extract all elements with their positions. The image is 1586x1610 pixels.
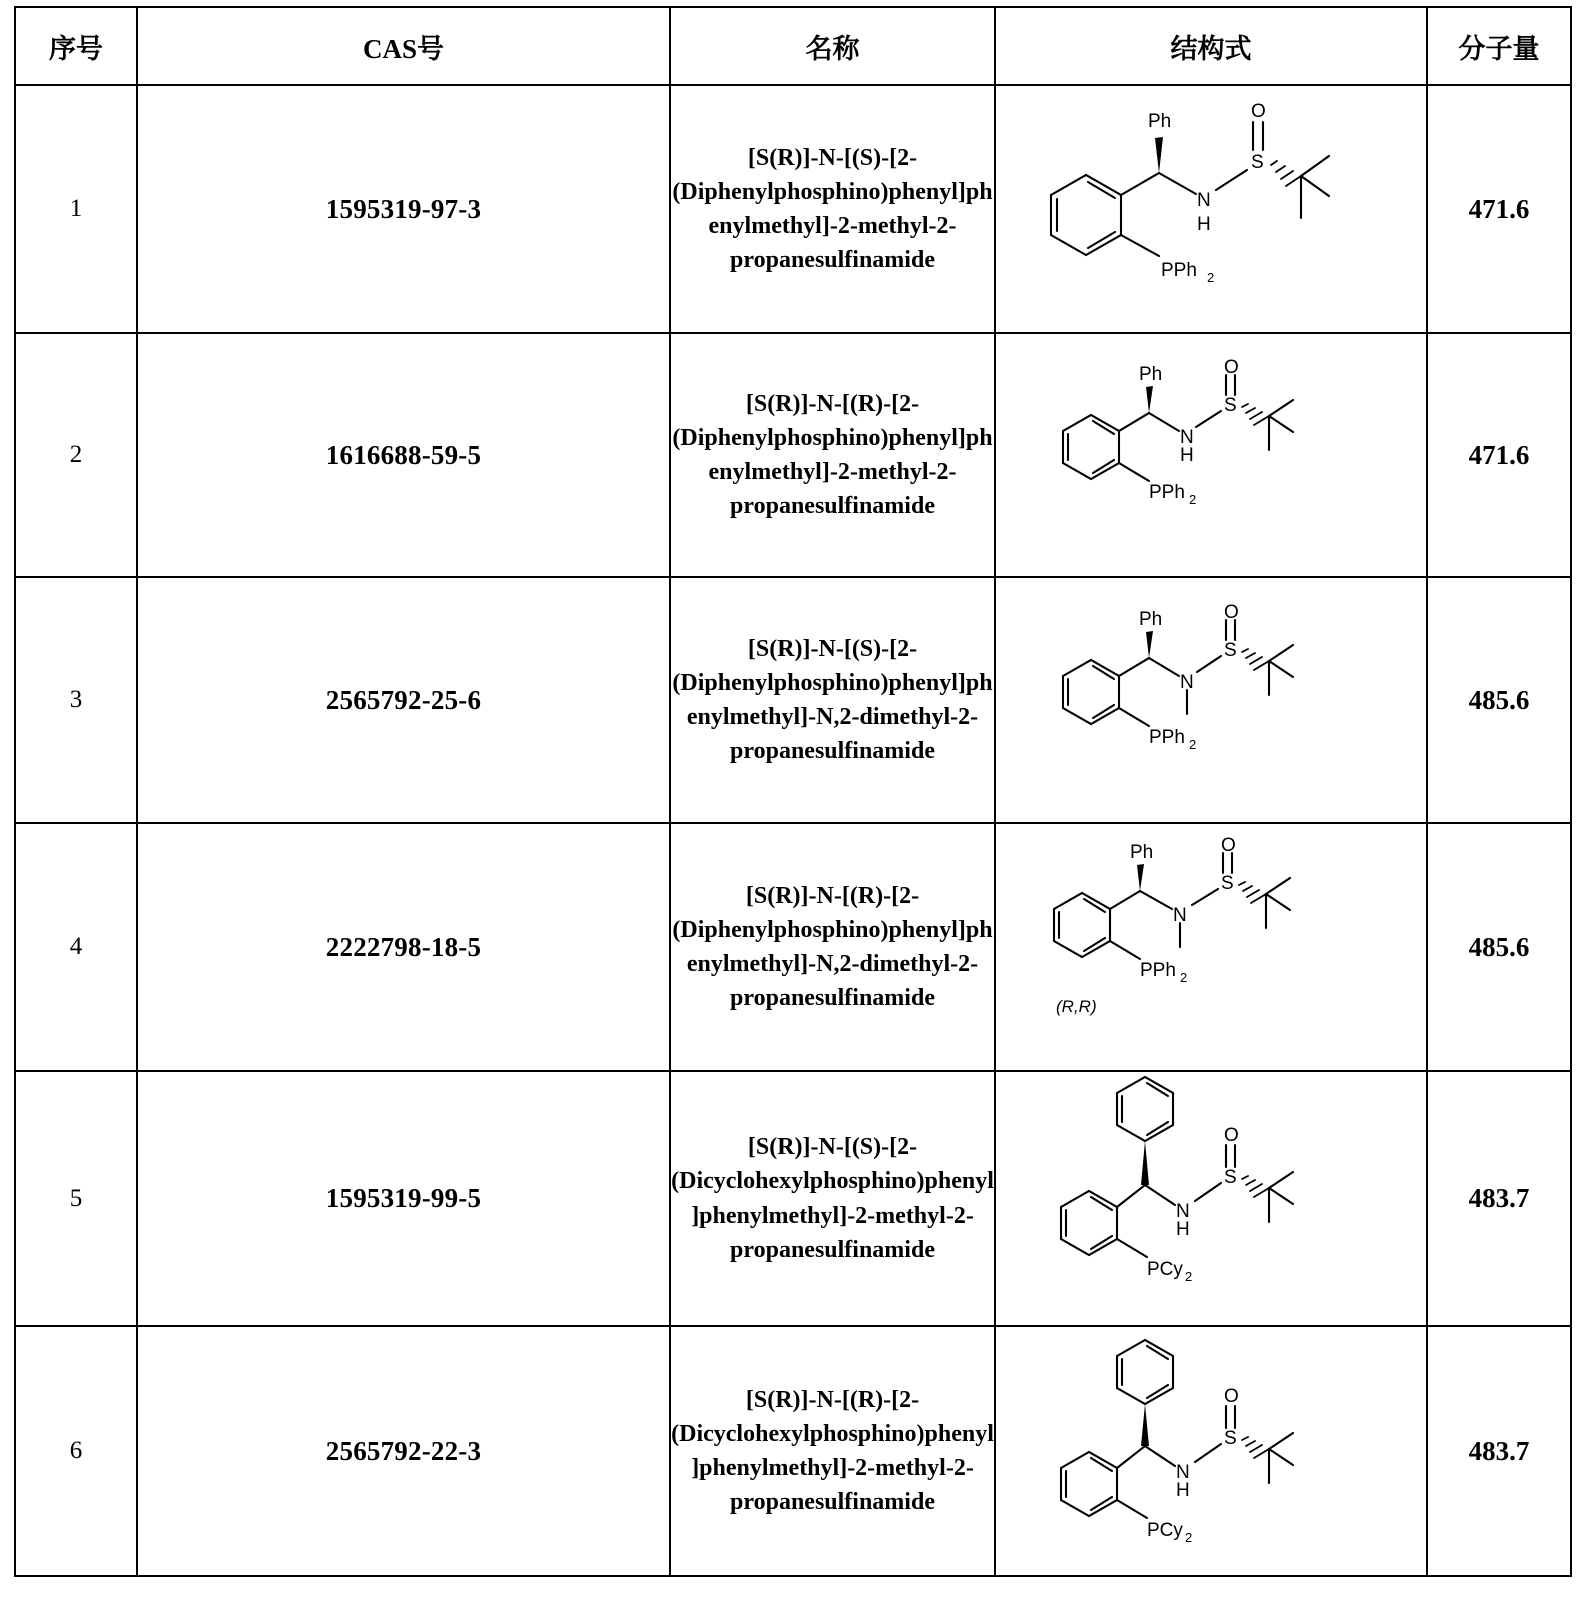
label-ph: Ph — [1139, 609, 1163, 630]
cell-name: [S(R)]-N-[(S)-[2-(Diphenylphosphino)phenyl]phenylmethyl]-N,2-dimethyl-2-propanesulfinamide — [670, 577, 995, 823]
cell-cas: 2565792-22-3 — [137, 1326, 670, 1576]
header-structure: 结构式 — [995, 7, 1427, 85]
label-n: N — [1176, 1200, 1190, 1222]
label-s: S — [1251, 152, 1264, 173]
label-p-sub: 2 — [1207, 270, 1215, 285]
header-cas: CAS号 — [137, 7, 670, 85]
label-ph: Ph — [1130, 842, 1154, 863]
cell-name: [S(R)]-N-[(R)-[2-(Diphenylphosphino)phenyl]phenylmethyl]-N,2-dimethyl-2-propanesulfinamide — [670, 823, 995, 1071]
table-header-row — [15, 7, 1571, 85]
label-h: H — [1180, 445, 1194, 466]
label-o: O — [1251, 101, 1266, 122]
cell-cas: 1595319-97-3 — [137, 85, 670, 333]
cell-index: 6 — [15, 1326, 137, 1576]
cell-molecular-weight: 485.6 — [1427, 577, 1571, 823]
table-row — [15, 85, 1571, 333]
cell-molecular-weight: 471.6 — [1427, 333, 1571, 577]
label-s: S — [1224, 640, 1237, 661]
cell-molecular-weight: 485.6 — [1427, 823, 1571, 1071]
cell-cas: 2565792-25-6 — [137, 577, 670, 823]
table-row — [15, 1071, 1571, 1326]
label-p: PPh — [1140, 960, 1176, 981]
label-s: S — [1224, 1166, 1237, 1188]
cell-structure — [995, 577, 1427, 823]
document-page — [0, 6, 1586, 1610]
label-p: PPh — [1161, 260, 1197, 281]
label-o: O — [1224, 602, 1239, 623]
label-p-sub: 2 — [1189, 737, 1197, 752]
cell-index: 4 — [15, 823, 137, 1071]
cell-name: [S(R)]-N-[(S)-[2-(Diphenylphosphino)phenyl]phenylmethyl]-2-methyl-2-propanesulfinamide — [670, 85, 995, 333]
cell-structure — [995, 823, 1427, 1071]
label-p: PCy — [1147, 1520, 1183, 1541]
label-p: PPh — [1149, 482, 1185, 503]
cell-index: 3 — [15, 577, 137, 823]
cell-name: [S(R)]-N-[(S)-[2-(Dicyclohexylphosphino)phenyl]phenylmethyl]-2-methyl-2-propanesulfinamide — [670, 1071, 995, 1326]
label-ph: Ph — [1139, 364, 1163, 385]
label-o: O — [1221, 835, 1236, 856]
label-p-sub: 2 — [1185, 1268, 1193, 1284]
table-row — [15, 1326, 1571, 1576]
cell-structure — [995, 1326, 1427, 1576]
cell-cas: 1616688-59-5 — [137, 333, 670, 577]
label-stereo: (R,R) — [1056, 997, 1097, 1016]
structure-diagram-2 — [1031, 357, 1391, 545]
label-s: S — [1224, 395, 1237, 416]
header-molecular-weight: 分子量 — [1427, 7, 1571, 85]
label-o: O — [1224, 1386, 1239, 1407]
label-o: O — [1224, 1124, 1239, 1146]
header-index: 序号 — [15, 7, 137, 85]
table-row — [15, 333, 1571, 577]
label-o: O — [1224, 357, 1239, 378]
structure-diagram-6 — [1021, 1336, 1401, 1566]
label-h: H — [1176, 1218, 1190, 1240]
label-p: PPh — [1149, 727, 1185, 748]
cell-molecular-weight: 483.7 — [1427, 1326, 1571, 1576]
cell-molecular-weight: 483.7 — [1427, 1071, 1571, 1326]
label-n: N — [1176, 1462, 1190, 1483]
table-row — [15, 823, 1571, 1071]
cell-structure — [995, 1071, 1427, 1326]
cell-cas: 2222798-18-5 — [137, 823, 670, 1071]
structure-diagram-5 — [1021, 1079, 1401, 1319]
cell-cas: 1595319-99-5 — [137, 1071, 670, 1326]
structure-diagram-3 — [1031, 602, 1391, 790]
chemical-compound-table — [14, 6, 1572, 1577]
label-p-sub: 2 — [1189, 492, 1197, 507]
label-n: N — [1180, 672, 1194, 693]
label-ph: Ph — [1148, 111, 1172, 132]
cell-structure — [995, 333, 1427, 577]
structure-diagram-4 — [1026, 835, 1396, 1047]
label-p-sub: 2 — [1180, 970, 1188, 985]
cell-index: 5 — [15, 1071, 137, 1326]
label-n: N — [1180, 427, 1194, 448]
header-name: 名称 — [670, 7, 995, 85]
cell-index: 1 — [15, 85, 137, 333]
table-row — [15, 577, 1571, 823]
cell-index: 2 — [15, 333, 137, 577]
label-p-sub: 2 — [1185, 1530, 1193, 1545]
label-s: S — [1221, 873, 1234, 894]
label-n: N — [1173, 905, 1187, 926]
label-h: H — [1197, 214, 1211, 235]
cell-name: [S(R)]-N-[(R)-[2-(Diphenylphosphino)phenyl]phenylmethyl]-2-methyl-2-propanesulfinamide — [670, 333, 995, 577]
label-n: N — [1197, 190, 1211, 211]
label-p: PCy — [1147, 1258, 1183, 1280]
cell-structure — [995, 85, 1427, 333]
cell-molecular-weight: 471.6 — [1427, 85, 1571, 333]
structure-diagram-1 — [1011, 90, 1411, 328]
label-s: S — [1224, 1428, 1237, 1449]
label-h: H — [1176, 1480, 1190, 1501]
cell-name: [S(R)]-N-[(R)-[2-(Dicyclohexylphosphino)phenyl]phenylmethyl]-2-methyl-2-propanesulfinamide — [670, 1326, 995, 1576]
